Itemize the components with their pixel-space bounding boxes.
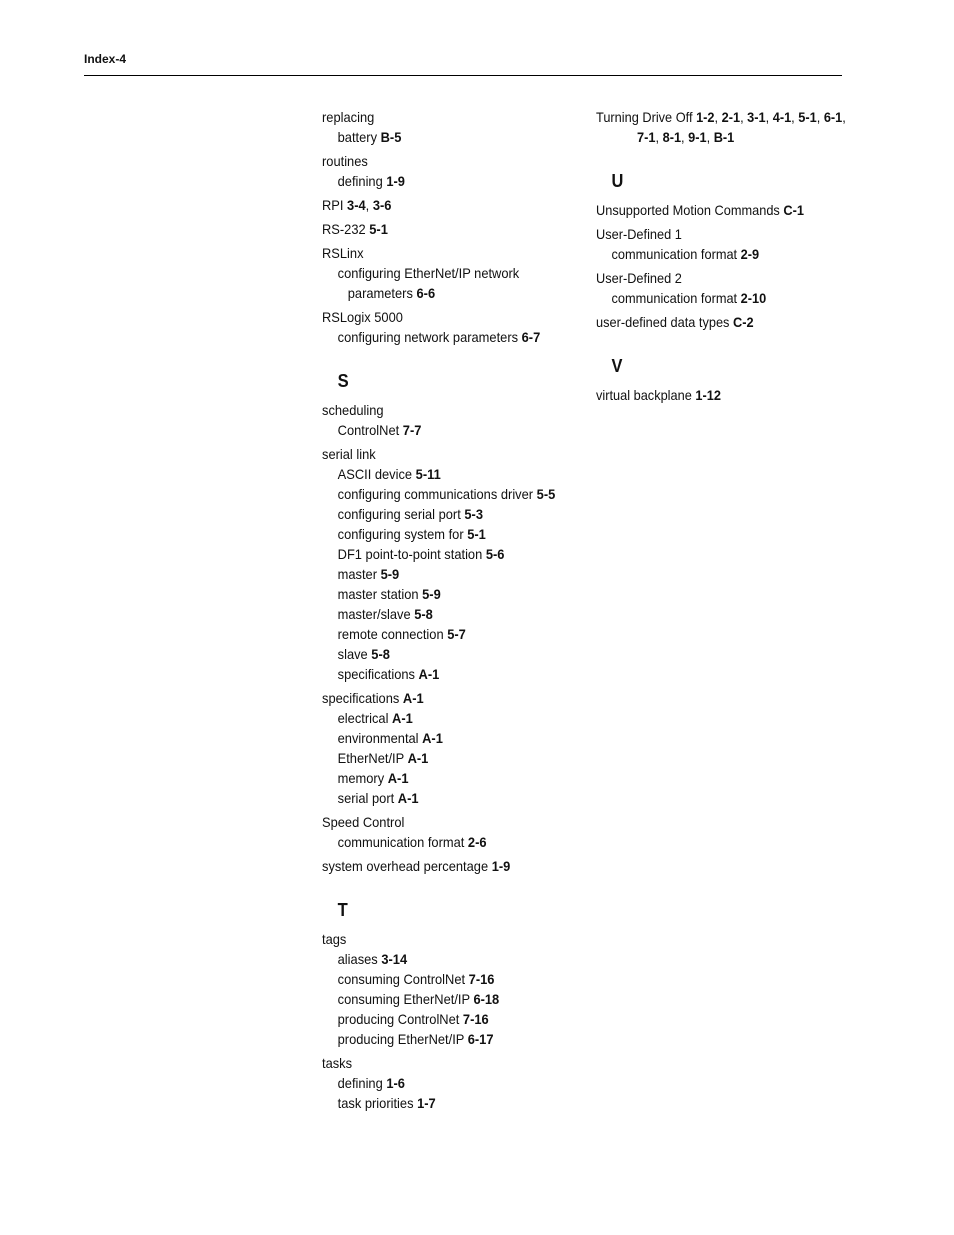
page-reference: 5-11 (415, 466, 441, 482)
index-term (596, 224, 824, 244)
index-entry (596, 107, 846, 147)
page-reference: 2-9 (740, 246, 760, 262)
page-reference: 6-7 (521, 329, 541, 345)
index-subentry (322, 171, 566, 191)
index-term-text: specifications (322, 690, 400, 706)
index-subentry (322, 1073, 566, 1093)
page-reference: C-2 (732, 314, 754, 330)
page-reference: A-1 (407, 750, 429, 766)
index-subentry (322, 728, 566, 748)
index-subentry (322, 949, 566, 969)
index-term (322, 812, 566, 832)
page-header: Index-4 (84, 52, 127, 66)
page-reference: 1-12 (695, 387, 721, 403)
index-subentry-text: ControlNet (337, 422, 400, 438)
index-subentry-continued (322, 283, 566, 303)
page-reference: A-1 (422, 730, 443, 746)
index-subentry-text: EtherNet/IP (337, 750, 404, 766)
index-subentry (322, 564, 566, 584)
page-reference: 3-6 (372, 197, 392, 213)
index-subentry-text: serial port (337, 790, 395, 806)
index-entry (322, 195, 566, 215)
page-reference: 1-7 (417, 1095, 436, 1111)
page-reference: 5-5 (536, 486, 556, 502)
index-term (322, 1053, 566, 1073)
index-subentry-text: communication format (337, 834, 465, 850)
index-entry (322, 444, 566, 684)
index-subentry-text: defining (337, 1075, 383, 1091)
index-subentry-text: defining (337, 173, 383, 189)
index-subentry-text: electrical (337, 710, 389, 726)
page-reference: A-1 (387, 770, 409, 786)
page-reference: 5-3 (464, 506, 483, 522)
index-term (322, 444, 566, 464)
index-term-text: scheduling (322, 402, 384, 418)
page-reference: 5-9 (380, 566, 400, 582)
index-term-text: Speed Control (322, 814, 405, 830)
page-reference: 1-9 (386, 173, 405, 189)
index-subentry-text: consuming ControlNet (337, 971, 466, 987)
index-entry (322, 243, 566, 303)
index-term (322, 929, 566, 949)
index-subentry (322, 748, 566, 768)
page-reference: C-1 (783, 202, 804, 218)
index-subentry (322, 1029, 566, 1049)
page-reference: 2-1 (721, 109, 741, 125)
index-subentry (322, 644, 566, 664)
index-letter-heading: V (611, 356, 623, 376)
page-reference: 8-1 (662, 129, 682, 145)
page-reference: B-1 (713, 129, 735, 145)
page-reference: 7-7 (402, 422, 422, 438)
page-reference: 5-1 (369, 221, 388, 237)
page-reference: 4-1 (772, 109, 792, 125)
index-subentry-text: slave (337, 646, 368, 662)
index-subentry-text: ASCII device (337, 466, 413, 482)
page-reference: 5-6 (485, 546, 505, 562)
index-subentry-text: aliases (337, 951, 378, 967)
index-term (322, 219, 566, 239)
index-subentry-text: task priorities (337, 1095, 414, 1111)
index-term (596, 312, 824, 332)
index-subentry (322, 584, 566, 604)
index-entry (596, 268, 824, 308)
header-rule (84, 75, 842, 76)
index-subentry-text: configuring system for (337, 526, 464, 542)
index-subentry (322, 484, 566, 504)
index-term (322, 307, 566, 327)
index-term-text: Turning Drive Off (596, 109, 693, 125)
index-subentry-text: configuring communications driver (337, 486, 534, 502)
index-term (596, 200, 824, 220)
index-term-text: system overhead percentage (322, 858, 489, 874)
index-term (322, 151, 566, 171)
page-reference: A-1 (392, 710, 413, 726)
page-reference: 5-8 (371, 646, 390, 662)
index-subentry-text: specifications (337, 666, 415, 682)
index-term: Turning Drive Off 1-2, 2-1, 3-1, 4-1, 5-1, 6-1, (596, 109, 846, 125)
page-reference: 7-1 (637, 129, 656, 145)
index-subentry (322, 1093, 566, 1113)
index-subentry-text: configuring serial port (337, 506, 461, 522)
index-subentry (596, 288, 824, 308)
index-subentry-text: battery (337, 129, 378, 145)
index-term (322, 856, 566, 876)
index-term-text: replacing (322, 109, 375, 125)
page-reference: 9-1 (688, 129, 707, 145)
index-entry (322, 688, 566, 808)
index-term-text: User-Defined 2 (596, 270, 682, 286)
page-reference: 1-6 (386, 1075, 405, 1091)
index-subentry-text: DF1 point-to-point station (337, 546, 483, 562)
index-entry (596, 312, 824, 332)
index-entry (596, 224, 824, 264)
page-reference: 7-16 (468, 971, 495, 987)
index-subentry-text: configuring network parameters (337, 329, 519, 345)
page-reference: A-1 (402, 690, 424, 706)
index-subentry (322, 832, 566, 852)
index-entry (322, 151, 566, 191)
index-entry (322, 219, 566, 239)
index-term (322, 107, 566, 127)
index-column-right (596, 107, 846, 409)
index-entry (322, 856, 566, 876)
index-entry (322, 812, 566, 852)
index-subentry (322, 768, 566, 788)
index-term (596, 268, 824, 288)
index-letter-heading: T (337, 900, 348, 920)
index-term-text: tasks (322, 1055, 353, 1071)
index-term-text: RSLogix 5000 (322, 309, 403, 325)
page-reference: 7-16 (462, 1011, 489, 1027)
index-entry (322, 929, 566, 1049)
page-reference: 2-6 (467, 834, 487, 850)
index-term (322, 688, 566, 708)
index-term-text: virtual backplane (596, 387, 692, 403)
index-subentry (322, 544, 566, 564)
index-subentry-text: consuming EtherNet/IP (337, 991, 470, 1007)
index-subentry (322, 327, 566, 347)
index-subentry (322, 524, 566, 544)
page-reference: 2-10 (740, 290, 767, 306)
page-reference: A-1 (397, 790, 419, 806)
index-subentry (322, 263, 566, 283)
index-term-text: User-Defined 1 (596, 226, 682, 242)
index-subentry (322, 464, 566, 484)
index-entry (322, 400, 566, 440)
index-term-text: RPI (322, 197, 344, 213)
index-letter-heading: U (611, 171, 624, 191)
index-subentry (596, 244, 824, 264)
index-term-text: routines (322, 153, 368, 169)
index-term-text: RSLinx (322, 245, 364, 261)
page-reference: 6-6 (416, 285, 436, 301)
index-subentry-continued-text: parameters (347, 285, 413, 301)
index-subentry-text: configuring EtherNet/IP network (337, 265, 520, 281)
index-column-left (322, 107, 566, 1117)
index-subentry (322, 788, 566, 808)
index-term (322, 243, 566, 263)
index-term-text: tags (322, 931, 347, 947)
page-reference: 1-9 (491, 858, 511, 874)
page-reference: 3-1 (747, 109, 766, 125)
page-reference: 6-1 (823, 109, 843, 125)
index-subentry (322, 1009, 566, 1029)
index-subentry-text: producing ControlNet (337, 1011, 460, 1027)
index-entry (322, 307, 566, 347)
index-subentry-text: communication format (611, 246, 738, 262)
index-entry (596, 385, 824, 405)
index-subentry-text: master/slave (337, 606, 411, 622)
index-term-text: serial link (322, 446, 376, 462)
index-subentry-text: communication format (611, 290, 738, 306)
index-term (322, 400, 566, 420)
page-reference: 5-1 (798, 109, 817, 125)
index-subentry-text: memory (337, 770, 385, 786)
index-subentry-text: master station (337, 586, 419, 602)
index-subentry (322, 420, 566, 440)
page-reference: 3-4 (347, 197, 366, 213)
index-subentry-text: master (337, 566, 378, 582)
index-term-text: Unsupported Motion Commands (596, 202, 780, 218)
page-reference: 5-9 (422, 586, 441, 602)
index-term (596, 385, 824, 405)
index-subentry (322, 127, 566, 147)
index-subentry-text: producing EtherNet/IP (337, 1031, 465, 1047)
index-subentry (322, 969, 566, 989)
index-subentry (322, 708, 566, 728)
index-letter-heading: S (337, 371, 349, 391)
page-reference: A-1 (418, 666, 440, 682)
index-entry (596, 200, 824, 220)
index-subentry (322, 504, 566, 524)
index-term-text: RS-232 (322, 221, 366, 237)
page-reference: 5-8 (414, 606, 433, 622)
index-term: RPI 3-4, 3-6 (322, 197, 392, 213)
index-subentry (322, 989, 566, 1009)
index-term-text: user-defined data types (596, 314, 730, 330)
page-reference: 6-17 (467, 1031, 494, 1047)
page-reference: 6-18 (473, 991, 500, 1007)
index-subentry (322, 664, 566, 684)
index-subentry-text: environmental (337, 730, 419, 746)
page-reference: 3-14 (381, 951, 408, 967)
index-subentry-text: remote connection (337, 626, 444, 642)
index-subentry (322, 604, 566, 624)
page-reference: 5-1 (467, 526, 486, 542)
index-entry (322, 107, 566, 147)
index-term-refs-continued: 7-1, 8-1, 9-1, B-1 (637, 129, 735, 145)
index-subentry (322, 624, 566, 644)
page-reference: 5-7 (447, 626, 466, 642)
page-reference: 1-2 (696, 109, 715, 125)
page-reference: B-5 (380, 129, 402, 145)
index-entry (322, 1053, 566, 1113)
